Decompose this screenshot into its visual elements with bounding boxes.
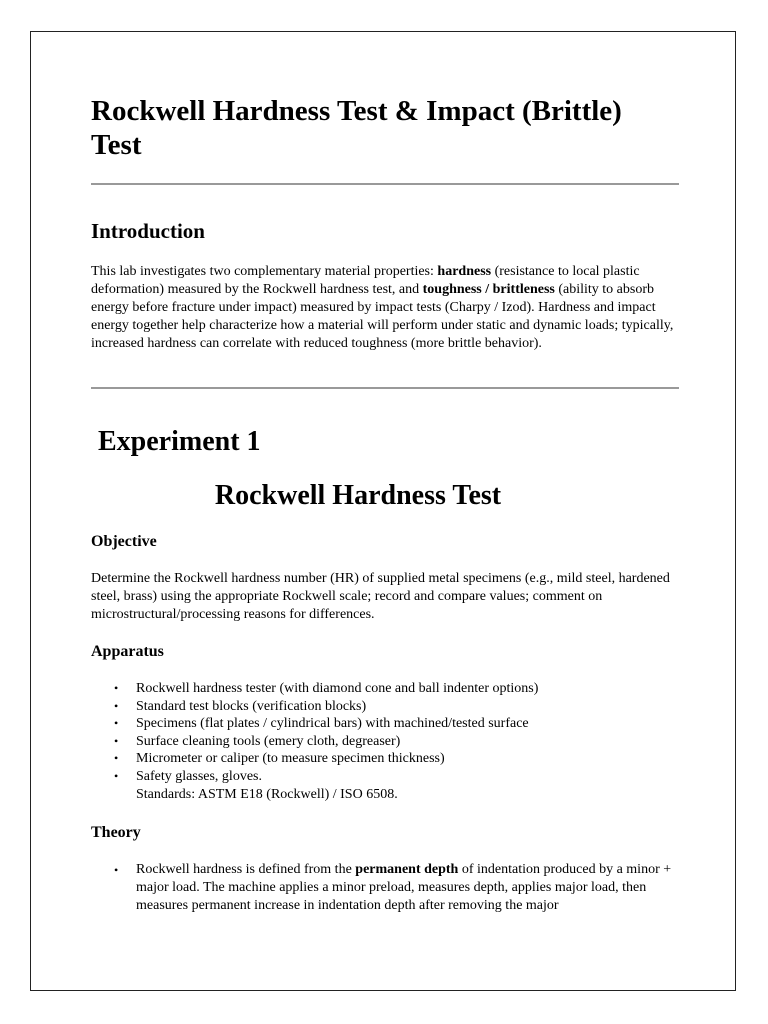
list-item-text: Micrometer or caliper (to measure specimen thickness): [136, 751, 445, 767]
horizontal-rule: [91, 183, 679, 185]
bullet-icon: •: [114, 698, 119, 713]
theory-text: of indentation produced by a minor + major load. The machine applies a minor preload, measures depth, applies major load, then measures permanent increase in indentation depth after removing the major: [136, 862, 672, 913]
bullet-icon: •: [114, 681, 119, 695]
list-item: [114, 680, 679, 698]
list-item-text: Surface cleaning tools (emery cloth, degreaser): [136, 733, 401, 749]
list-item: [114, 861, 679, 915]
bullet-icon: •: [114, 863, 119, 877]
intro-bold-hardness: hardness: [437, 264, 492, 279]
bullet-icon: •: [114, 716, 119, 731]
theory-list: [91, 861, 679, 915]
objective-paragraph: Determine the Rockwell hardness number (HR) of supplied metal specimens (e.g., mild steel, hardened steel, brass) using the appropriate Rockwell scale; record and compare values; comment on microstructural/processing reasons for differences.: [91, 571, 670, 622]
apparatus-heading: Apparatus: [91, 643, 164, 660]
introduction-heading: Introduction: [91, 219, 205, 243]
document-title: Rockwell Hardness Test & Impact (Brittle) Test: [91, 95, 622, 161]
list-item: [114, 715, 679, 733]
list-item-text: Specimens (flat plates / cylindrical bars) with machined/tested surface: [136, 716, 529, 732]
experiment-heading: Experiment 1: [98, 426, 261, 457]
intro-bold-toughness: toughness / brittleness: [422, 282, 555, 297]
theory-bold-permanent-depth: permanent depth: [355, 862, 459, 877]
list-item: [114, 750, 679, 768]
horizontal-rule: [91, 387, 679, 389]
theory-text: Rockwell hardness is defined from the: [136, 862, 356, 877]
objective-heading: Objective: [91, 533, 157, 550]
document-page: [30, 31, 736, 991]
bullet-icon: •: [114, 768, 119, 783]
intro-text: (ability to absorb energy before fracture under impact) measured by impact tests (Charpy / Izod). Hardness and impact energy together help characterize how a material will perform under static and dynamic loads; typically, increased hardness can correlate with reduced toughness (more brittle behavior).: [91, 282, 674, 351]
list-item: [114, 733, 679, 751]
list-item: [114, 768, 679, 803]
standards-note: Standards: ASTM E18 (Rockwell) / ISO 6508.: [136, 786, 398, 802]
theory-heading: Theory: [91, 824, 141, 841]
bullet-icon: •: [114, 751, 119, 766]
list-item-text: Rockwell hardness tester (with diamond cone and ball indenter options): [136, 681, 539, 696]
list-item-text: Standard test blocks (verification blocks): [136, 698, 367, 714]
bullet-icon: •: [114, 733, 119, 748]
list-item: [114, 698, 679, 716]
intro-text: (resistance to local plastic deformation) measured by the Rockwell hardness test, and: [91, 264, 640, 297]
intro-text: This lab investigates two complementary material properties:: [91, 264, 438, 279]
apparatus-list: [91, 680, 679, 803]
experiment-title: Rockwell Hardness Test: [214, 480, 502, 511]
introduction-paragraph: [91, 263, 679, 353]
list-item-text: Safety glasses, gloves.: [136, 768, 262, 784]
